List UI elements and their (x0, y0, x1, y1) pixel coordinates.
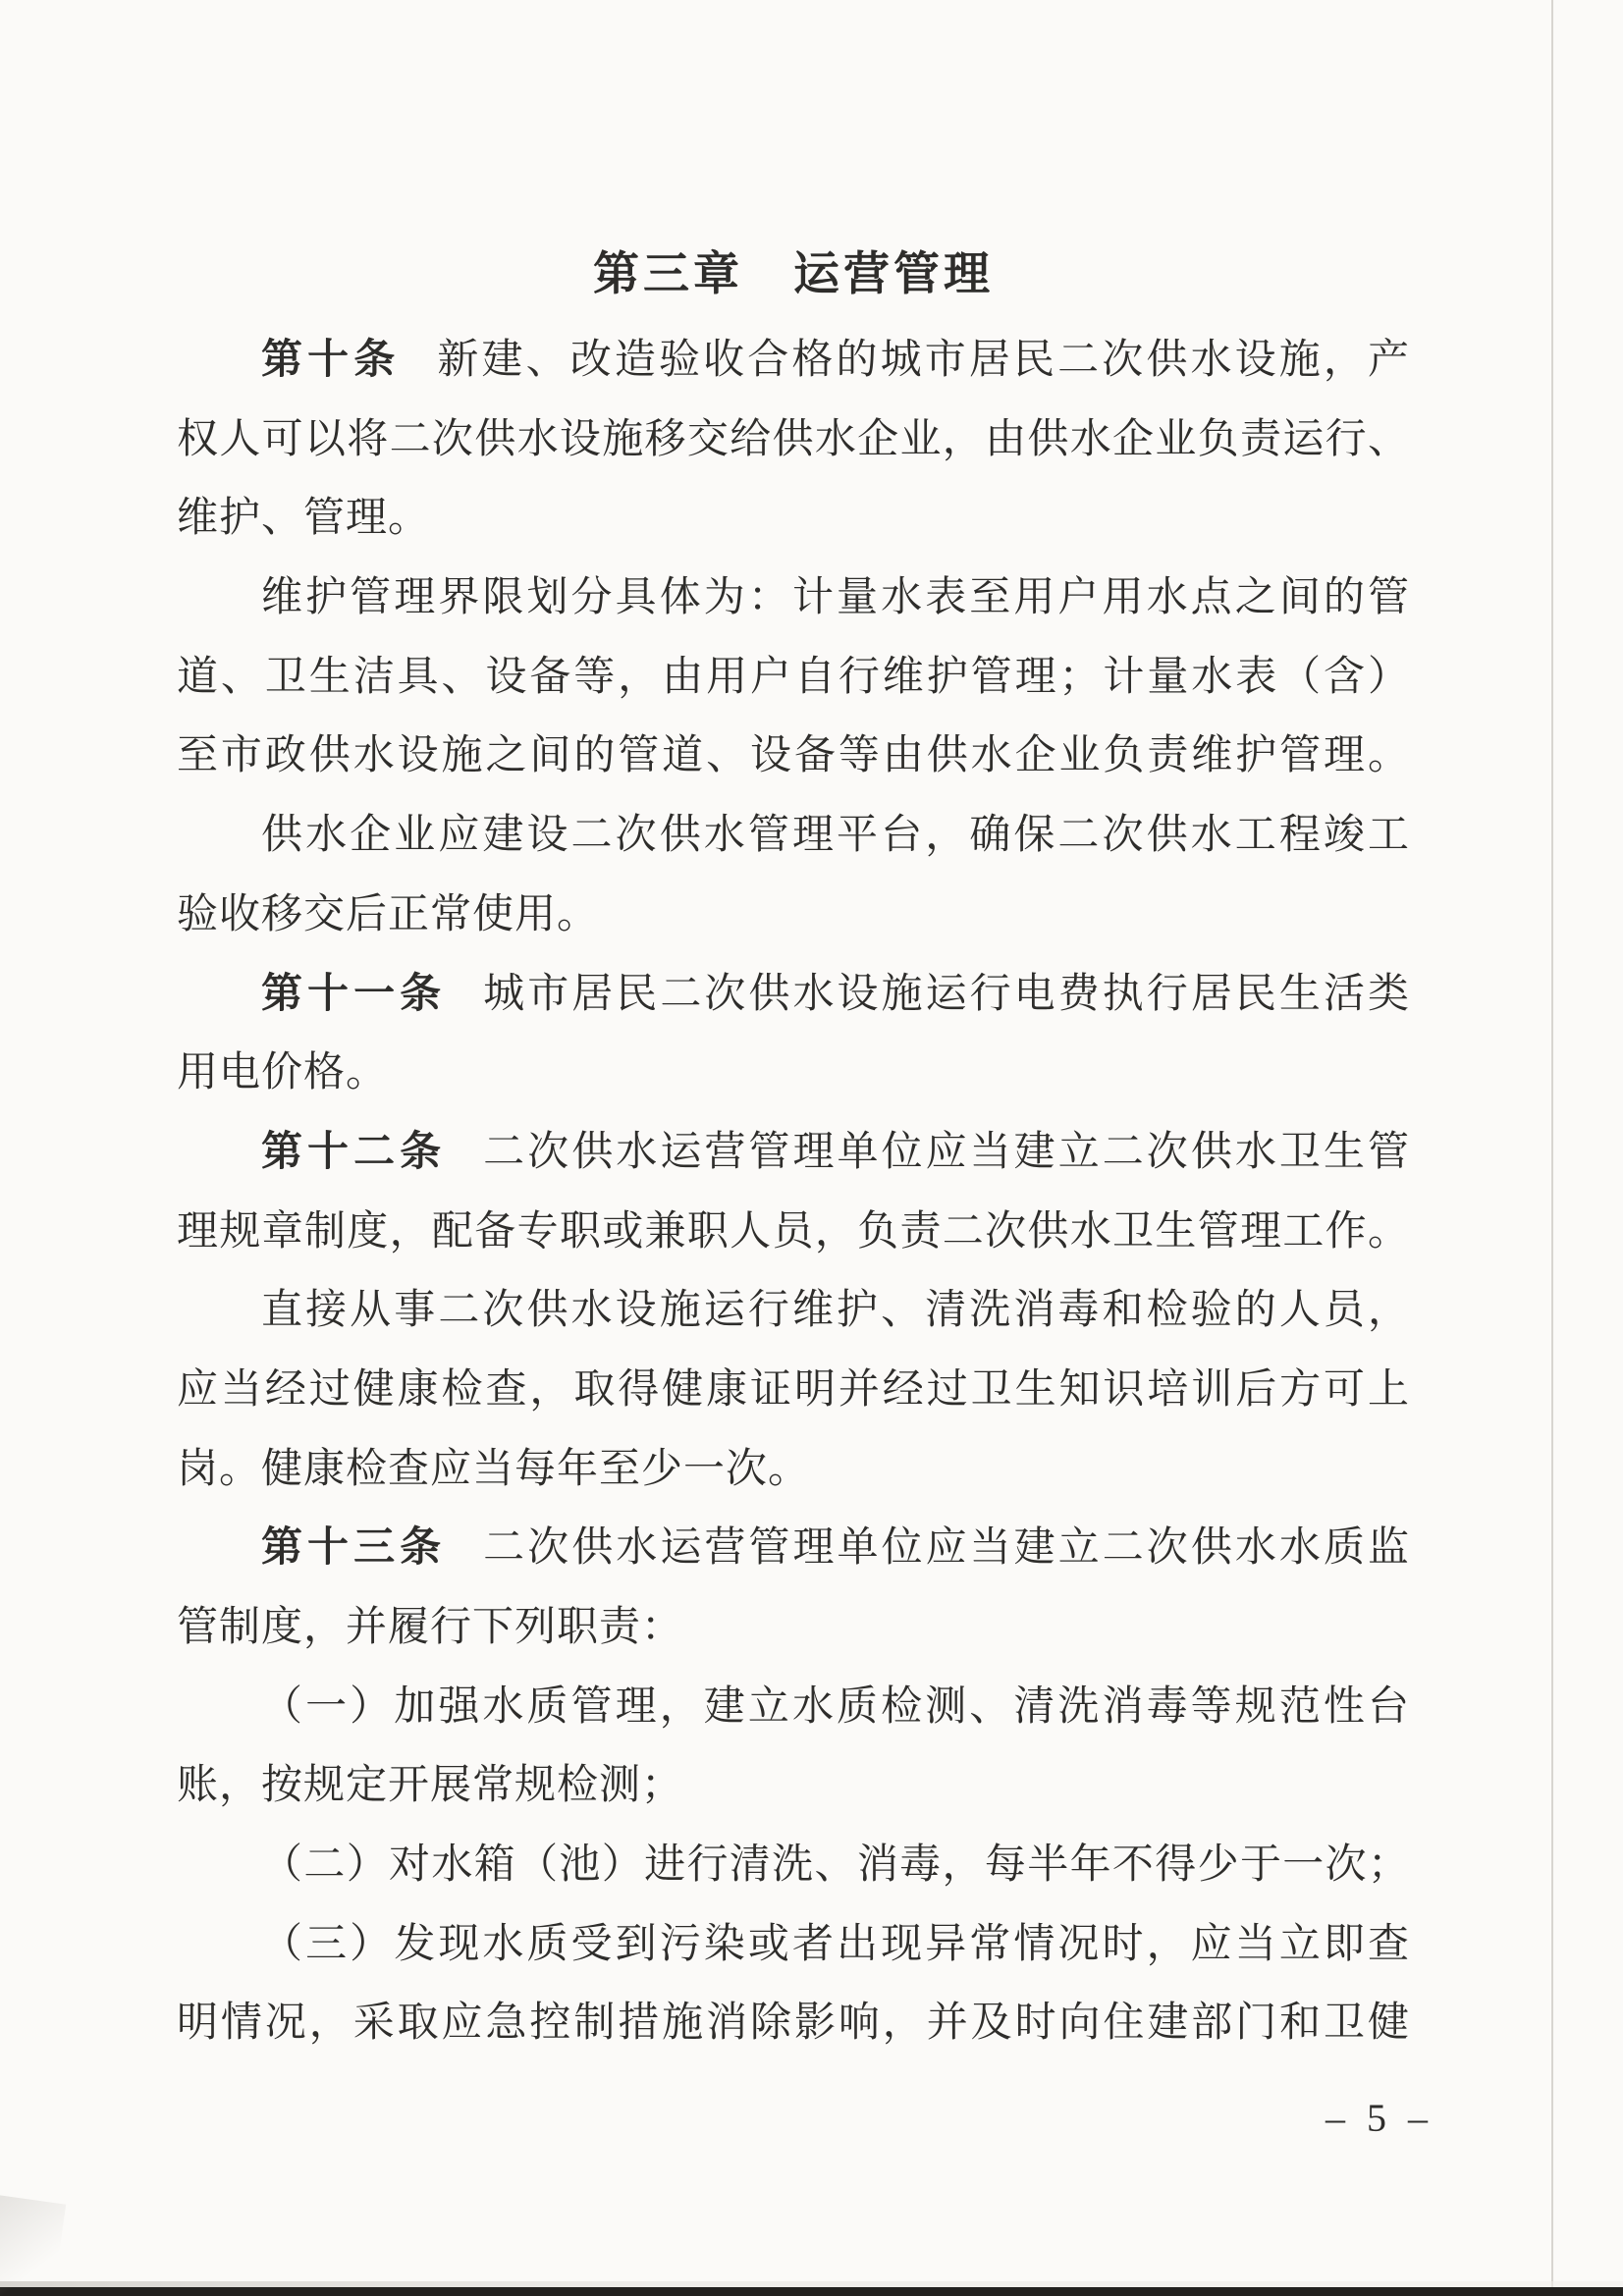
text-line: 应当经过健康检查，取得健康证明并经过卫生知识培训后方可上 (177, 1366, 1410, 1413)
article-number: 第十条 (261, 338, 401, 383)
text-line: （三）发现水质受到污染或者出现异常情况时，应当立即查 (261, 1921, 1410, 1967)
text-line: （二）对水箱（池）进行清洗、消毒，每半年不得少于一次； (261, 1842, 1410, 1889)
text-line: 账，按规定开展常规检测； (177, 1763, 684, 1809)
text-line: 维护管理界限划分具体为：计量水表至用户用水点之间的管 (261, 575, 1410, 621)
text-line: 明情况，采取应急控制措施消除影响，并及时向住建部门和卫健 (177, 2001, 1410, 2047)
text-line: （一）加强水质管理，建立水质检测、清洗消毒等规范性台 (261, 1683, 1410, 1730)
article-number: 第十三条 (261, 1525, 447, 1572)
text-line: 供水企业应建设二次供水管理平台，确保二次供水工程竣工 (261, 813, 1410, 859)
text-line: 第十一条 城市居民二次供水设施运行电费执行居民生活类 (261, 971, 1410, 1017)
text-line: 直接从事二次供水设施运行维护、清洗消毒和检验的人员， (261, 1288, 1410, 1334)
page-number: – 5 – (1325, 2096, 1434, 2140)
text-line: 用电价格。 (177, 1050, 389, 1096)
scan-edge-line (1551, 0, 1553, 2296)
text-body (177, 321, 1410, 2063)
text-line: 维护、管理。 (177, 496, 431, 542)
text-line: 第十条 新建、改造验收合格的城市居民二次供水设施，产 (261, 338, 1410, 383)
text-line: 道、卫生洁具、设备等，由用户自行维护管理；计量水表（含） (177, 654, 1410, 700)
text-line: 至市政供水设施之间的管道、设备等由供水企业负责维护管理。 (177, 733, 1410, 779)
text-line: 第十二条 二次供水运营管理单位应当建立二次供水卫生管 (261, 1129, 1410, 1175)
text-line: 验收移交后正常使用。 (177, 891, 600, 937)
text-line: 权人可以将二次供水设施移交给供水企业，由供水企业负责运行、 (177, 416, 1410, 462)
chapter-title: 第三章 运营管理 (593, 249, 994, 300)
text-line: 管制度，并履行下列职责： (177, 1605, 684, 1650)
article-number: 第十二条 (261, 1129, 447, 1175)
text-line: 第十三条 二次供水运营管理单位应当建立二次供水水质监 (261, 1525, 1410, 1572)
text-line: 岗。健康检查应当每年至少一次。 (177, 1446, 811, 1492)
scan-bottom-bar (0, 2287, 1623, 2296)
article-number: 第十一条 (261, 971, 447, 1017)
text-line: 理规章制度，配备专职或兼职人员，负责二次供水卫生管理工作。 (177, 1208, 1410, 1255)
